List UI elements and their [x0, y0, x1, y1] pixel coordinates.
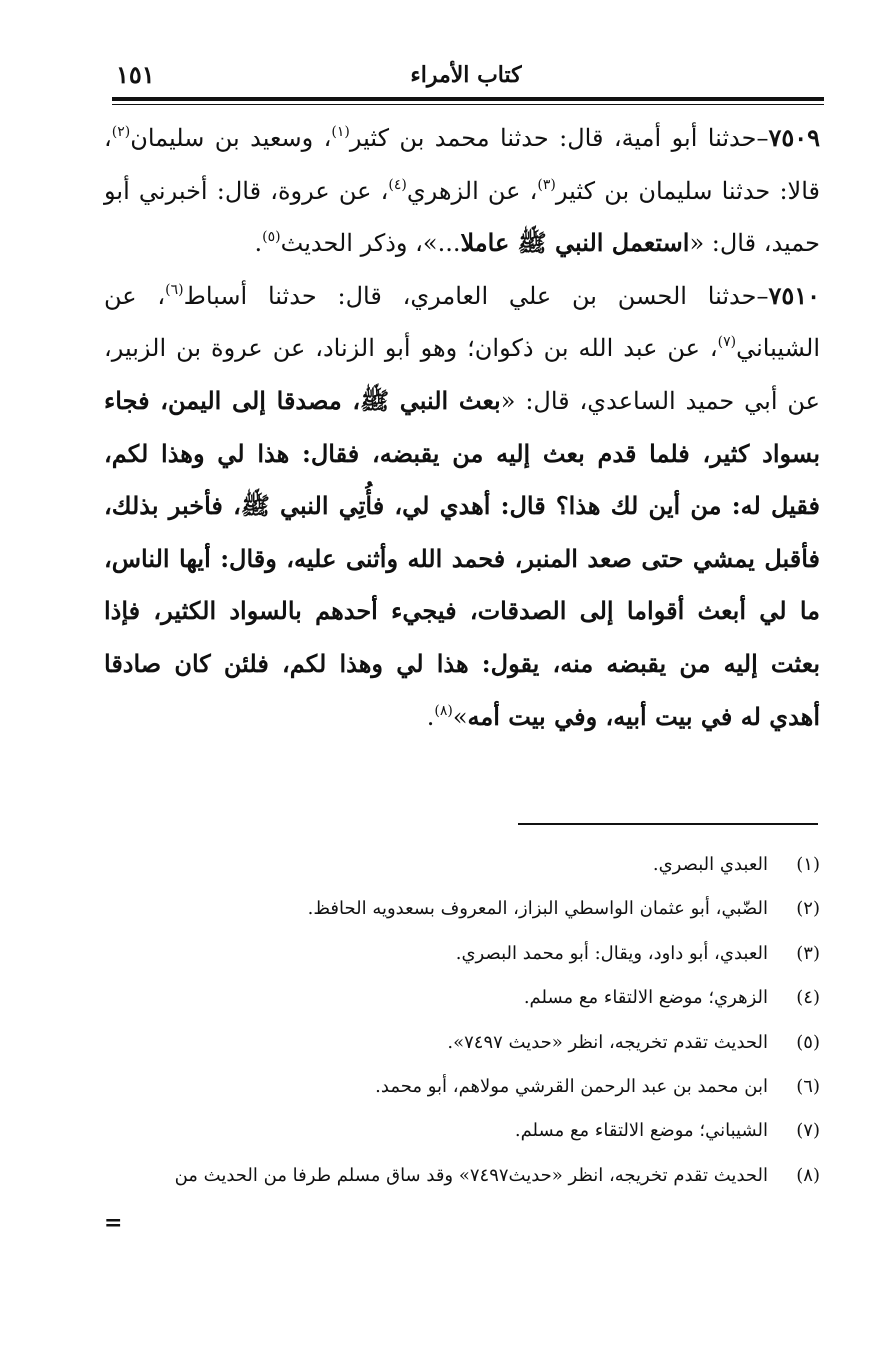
text-run: »	[452, 702, 468, 731]
footnote-number: (٢)	[796, 898, 820, 920]
header-rule-thick	[112, 97, 824, 101]
page-number: ١٥١	[116, 60, 155, 89]
footnote-ref: (١)	[331, 124, 350, 140]
footnote-ref: (٤)	[388, 176, 407, 193]
footnotes-list	[104, 843, 820, 1198]
text-run: ...»، وذكر الحديث	[280, 229, 461, 258]
footnote-number: (٨)	[796, 1164, 820, 1186]
footnote-item	[104, 887, 820, 931]
text-run: ، عن الشيباني	[104, 281, 820, 363]
footnote-ref: (٦)	[165, 281, 184, 298]
text-run: .	[254, 229, 263, 258]
footnote-number: (٥)	[796, 1031, 820, 1053]
main-text	[104, 112, 820, 743]
text-run: ، عن عبد الله بن ذكوان؛ وهو أبو الزناد، عن عروة بن الزبير، عن أبي حميد الساعدي، قال: «	[104, 334, 821, 415]
footnote-number: (١)	[796, 854, 820, 875]
text-run: ، عن الزهري	[406, 176, 538, 205]
footnote-ref: (٣)	[537, 176, 556, 193]
footnote-item	[104, 976, 820, 1020]
footnote-text: الضّبي، أبو عثمان الواسطي البزاز، المعروف بسعدويه الحافظ.	[307, 898, 768, 920]
hadith-number: ٧٥٠٩	[768, 123, 821, 152]
footnote-text: الحديث تقدم تخريجه، انظر «حديث ٧٤٩٧».	[447, 1031, 768, 1053]
header-rule-thin	[112, 104, 824, 105]
page-title: كتاب الأمراء	[410, 62, 522, 88]
footnote-item	[104, 843, 820, 887]
text-run: .	[426, 702, 435, 731]
text-run: –حدثنا الحسن بن علي العامري، قال: حدثنا أسباط	[183, 281, 769, 310]
footnote-number: (٤)	[796, 987, 820, 1009]
footnote-number: (٧)	[796, 1120, 820, 1142]
page-header	[110, 60, 822, 96]
hadith-matn-bold: بعث النبي ﷺ، مصدقا إلى اليمن، فجاء بسواد كثير، فلما قدم بعث إليه من يقبضه، فقال: هذا لي وهذا لكم، فقيل له: من أين لك هذا؟ قال: أهدي لي، فأُتِي النبي ﷺ، فأخبر بذلك، فأقبل يمشي حتى صعد المنبر، فحمد الله وأثنى عليه، وقال: أيها الناس، ما لي أبعث أقواما إلى الصدقات، فيجيء أحدهم بالسواد الكثير، فإذا بعثت إليه من يقبضه منه، يقول: هذا لي وهذا لكم، فلئن كان صادقا أهدي له في بيت أبيه، وفي بيت أمه	[104, 385, 820, 731]
footnote-number: (٣)	[796, 942, 820, 964]
footnote-text: العبدي، أبو داود، ويقال: أبو محمد البصري.	[455, 942, 768, 964]
footnote-text: الشيباني؛ موضع الالتقاء مع مسلم.	[514, 1120, 768, 1142]
footnote-text: الحديث تقدم تخريجه، انظر «حديث٧٤٩٧» وقد ساق مسلم طرفا من الحديث من	[174, 1164, 768, 1186]
hadith-7509-paragraph	[104, 112, 820, 270]
footnote-separator	[518, 823, 818, 825]
footnote-item	[104, 1154, 820, 1198]
footnote-text: العبدي البصري.	[652, 854, 768, 875]
text-run: –حدثنا أبو أمية، قال: حدثنا محمد بن كثير	[349, 124, 769, 152]
hadith-7510-paragraph	[104, 270, 820, 743]
footnote-text: الزهري؛ موضع الالتقاء مع مسلم.	[523, 987, 768, 1009]
footnote-ref: (٨)	[434, 702, 453, 719]
footnote-item	[104, 1021, 820, 1065]
hadith-number: ٧٥١٠	[768, 280, 821, 310]
footnote-ref: (٧)	[717, 334, 737, 351]
hadith-matn-bold: استعمل النبي ﷺ عاملا	[460, 228, 690, 258]
footnote-ref: (٢)	[111, 124, 131, 140]
footnote-number: (٦)	[796, 1076, 820, 1098]
footnote-item	[104, 932, 820, 976]
text-run: ، وسعيد بن سليمان	[130, 124, 332, 152]
footnote-ref: (٥)	[262, 229, 281, 246]
footnote-item	[104, 1109, 820, 1153]
text-run: ، قالا: حدثنا سليمان بن كثير	[104, 124, 820, 205]
footnote-text: ابن محمد بن عبد الرحمن القرشي مولاهم، أبو محمد.	[375, 1076, 768, 1098]
text-run: ، عن عروة، قال: أخبرني أبو حميد، قال: «	[104, 176, 820, 258]
continuation-mark: =	[104, 1210, 123, 1236]
footnote-item	[104, 1065, 820, 1109]
